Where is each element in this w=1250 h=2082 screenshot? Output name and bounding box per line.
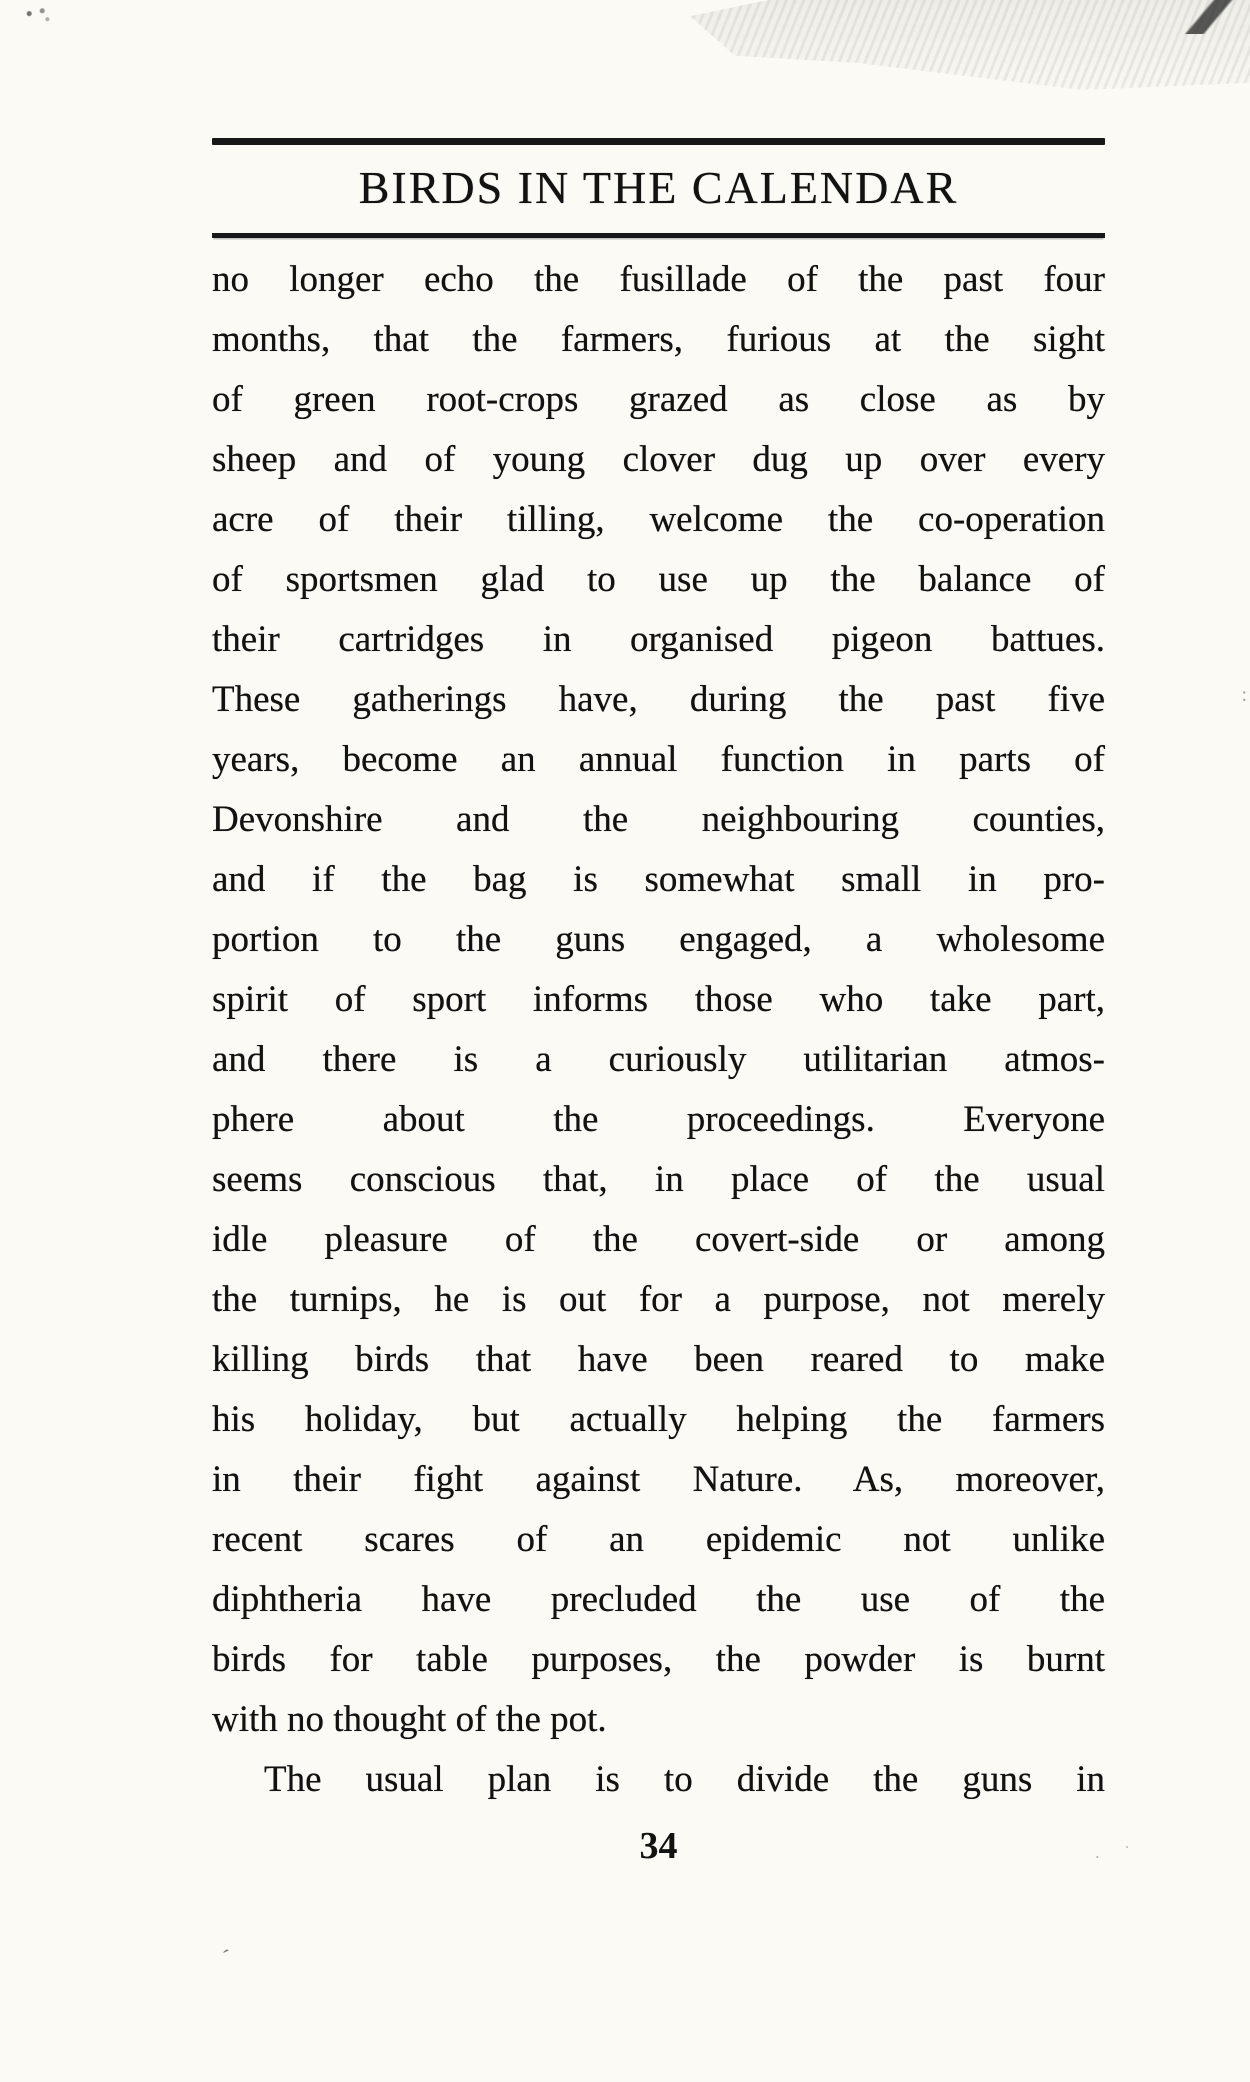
text-line: birds for table purposes, the powder is burnt xyxy=(212,1639,1105,1680)
text-line: diphtheria have precluded the use of the xyxy=(212,1579,1105,1620)
text-line: killing birds that have been reared to make xyxy=(212,1339,1105,1380)
text-line: seems conscious that, in place of the usual xyxy=(212,1159,1105,1200)
paragraph-1 xyxy=(212,250,1105,1750)
text-line: recent scares of an epidemic not unlike xyxy=(212,1519,1105,1560)
scan-texture-artifact xyxy=(690,0,1250,90)
text-line: their cartridges in organised pigeon battues. xyxy=(212,619,1105,660)
scan-accent-mark-artifact: ´ xyxy=(217,1945,231,1973)
text-line: with no thought of the pot. xyxy=(212,1699,607,1740)
text-line: Devonshire and the neighbouring counties, xyxy=(212,799,1105,840)
text-line: of sportsmen glad to use up the balance of xyxy=(212,559,1105,600)
scan-speck-artifact xyxy=(24,8,50,22)
scan-bottom-dots-artifact: . ˙ xyxy=(1095,1842,1140,1862)
text-line: his holiday, but actually helping the farmers xyxy=(212,1399,1105,1440)
text-line: portion to the guns engaged, a wholesome xyxy=(212,919,1105,960)
text-line: acre of their tilling, welcome the co-operation xyxy=(212,499,1105,540)
text-line: no longer echo the fusillade of the past four xyxy=(212,259,1105,300)
text-line: the turnips, he is out for a purpose, not merely xyxy=(212,1279,1105,1320)
text-line: sheep and of young clover dug up over every xyxy=(212,439,1105,480)
text-line: phere about the proceedings. Everyone xyxy=(212,1099,1105,1140)
text-line: The usual plan is to divide the guns in xyxy=(264,1759,1105,1800)
book-page xyxy=(212,138,1105,1868)
text-line: spirit of sport informs those who take part, xyxy=(212,979,1105,1020)
page-number: 34 xyxy=(639,1825,678,1867)
text-line: in their fight against Nature. As, moreover, xyxy=(212,1459,1105,1500)
body-text xyxy=(212,250,1105,1810)
paragraph-2 xyxy=(212,1750,1105,1810)
header-rule-top xyxy=(212,138,1105,145)
text-line: of green root-crops grazed as close as by xyxy=(212,379,1105,420)
text-line: and there is a curiously utilitarian atmos- xyxy=(212,1039,1105,1080)
text-line: idle pleasure of the covert-side or among xyxy=(212,1219,1105,1260)
text-line: years, become an annual function in parts of xyxy=(212,739,1105,780)
text-line: and if the bag is somewhat small in pro- xyxy=(212,859,1105,900)
page-title: BIRDS IN THE CALENDAR xyxy=(358,162,959,213)
scan-edge-dots-artifact: : xyxy=(1241,684,1247,706)
scan-corner-mark-artifact xyxy=(1164,0,1250,34)
text-line: These gatherings have, during the past five xyxy=(212,679,1105,720)
header-rule-bottom xyxy=(212,233,1105,238)
text-line: months, that the farmers, furious at the sight xyxy=(212,319,1105,360)
